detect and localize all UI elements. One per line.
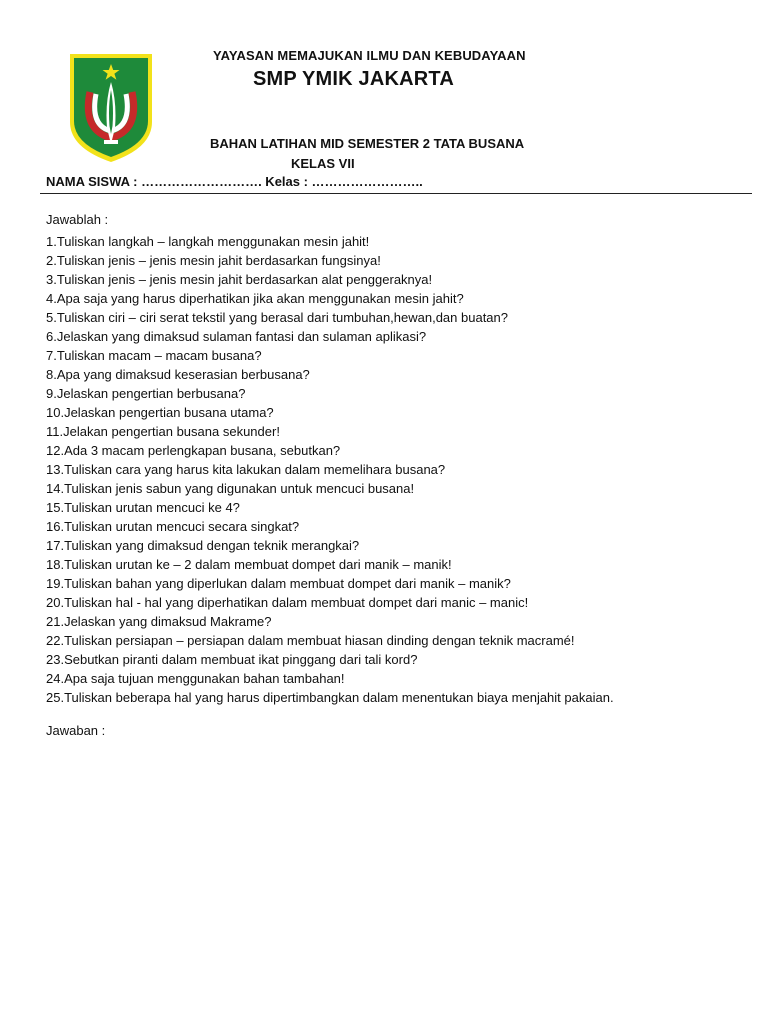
question-item: 10.Jelaskan pengertian busana utama? bbox=[46, 405, 274, 420]
answer-label: Jawaban : bbox=[46, 723, 106, 738]
grade-label: KELAS VII bbox=[291, 156, 355, 171]
question-item: 19.Tuliskan bahan yang diperlukan dalam membuat dompet dari manik – manik? bbox=[46, 576, 511, 591]
question-item: 25.Tuliskan beberapa hal yang harus dipertimbangkan dalam menentukan biaya menjahit pakaian. bbox=[46, 690, 614, 705]
header-divider bbox=[40, 193, 752, 194]
question-item: 3.Tuliskan jenis – jenis mesin jahit berdasarkan alat penggeraknya! bbox=[46, 272, 433, 287]
question-item: 11.Jelakan pengertian busana sekunder! bbox=[46, 424, 280, 439]
question-item: 14.Tuliskan jenis sabun yang digunakan untuk mencuci busana! bbox=[46, 481, 415, 496]
question-list bbox=[46, 232, 614, 707]
school-name: SMP YMIK JAKARTA bbox=[253, 68, 455, 90]
question-item: 7.Tuliskan macam – macam busana? bbox=[46, 348, 262, 363]
question-item: 13.Tuliskan cara yang harus kita lakukan dalam memelihara busana? bbox=[46, 462, 446, 477]
student-identity-line: NAMA SISWA : ………………………. Kelas : …………………….. bbox=[46, 174, 423, 189]
question-item: 22.Tuliskan persiapan – persiapan dalam membuat hiasan dinding dengan teknik macramé! bbox=[46, 633, 575, 648]
question-item: 1.Tuliskan langkah – langkah menggunakan mesin jahit! bbox=[46, 234, 370, 249]
question-item: 16.Tuliskan urutan mencuci secara singkat? bbox=[46, 519, 300, 534]
exam-title: BAHAN LATIHAN MID SEMESTER 2 TATA BUSANA bbox=[210, 136, 525, 151]
question-item: 24.Apa saja tujuan menggunakan bahan tambahan! bbox=[46, 671, 345, 686]
question-item: 18.Tuliskan urutan ke – 2 dalam membuat dompet dari manik – manik! bbox=[46, 557, 452, 572]
foundation-name: YAYASAN MEMAJUKAN ILMU DAN KEBUDAYAAN bbox=[213, 48, 526, 63]
question-item: 6.Jelaskan yang dimaksud sulaman fantasi dan sulaman aplikasi? bbox=[46, 329, 427, 344]
question-item: 21.Jelaskan yang dimaksud Makrame? bbox=[46, 614, 272, 629]
question-item: 4.Apa saja yang harus diperhatikan jika akan menggunakan mesin jahit? bbox=[46, 291, 464, 306]
question-item: 8.Apa yang dimaksud keserasian berbusana? bbox=[46, 367, 310, 382]
school-crest-icon bbox=[68, 52, 154, 164]
question-item: 2.Tuliskan jenis – jenis mesin jahit berdasarkan fungsinya! bbox=[46, 253, 381, 268]
question-item: 5.Tuliskan ciri – ciri serat tekstil yang berasal dari tumbuhan,hewan,dan buatan? bbox=[46, 310, 508, 325]
instruction-label: Jawablah : bbox=[46, 212, 109, 227]
question-item: 17.Tuliskan yang dimaksud dengan teknik merangkai? bbox=[46, 538, 360, 553]
question-item: 15.Tuliskan urutan mencuci ke 4? bbox=[46, 500, 240, 515]
question-item: 12.Ada 3 macam perlengkapan busana, sebutkan? bbox=[46, 443, 341, 458]
question-item: 23.Sebutkan piranti dalam membuat ikat pinggang dari tali kord? bbox=[46, 652, 418, 667]
question-item: 9.Jelaskan pengertian berbusana? bbox=[46, 386, 246, 401]
question-item: 20.Tuliskan hal - hal yang diperhatikan dalam membuat dompet dari manic – manic! bbox=[46, 595, 529, 610]
